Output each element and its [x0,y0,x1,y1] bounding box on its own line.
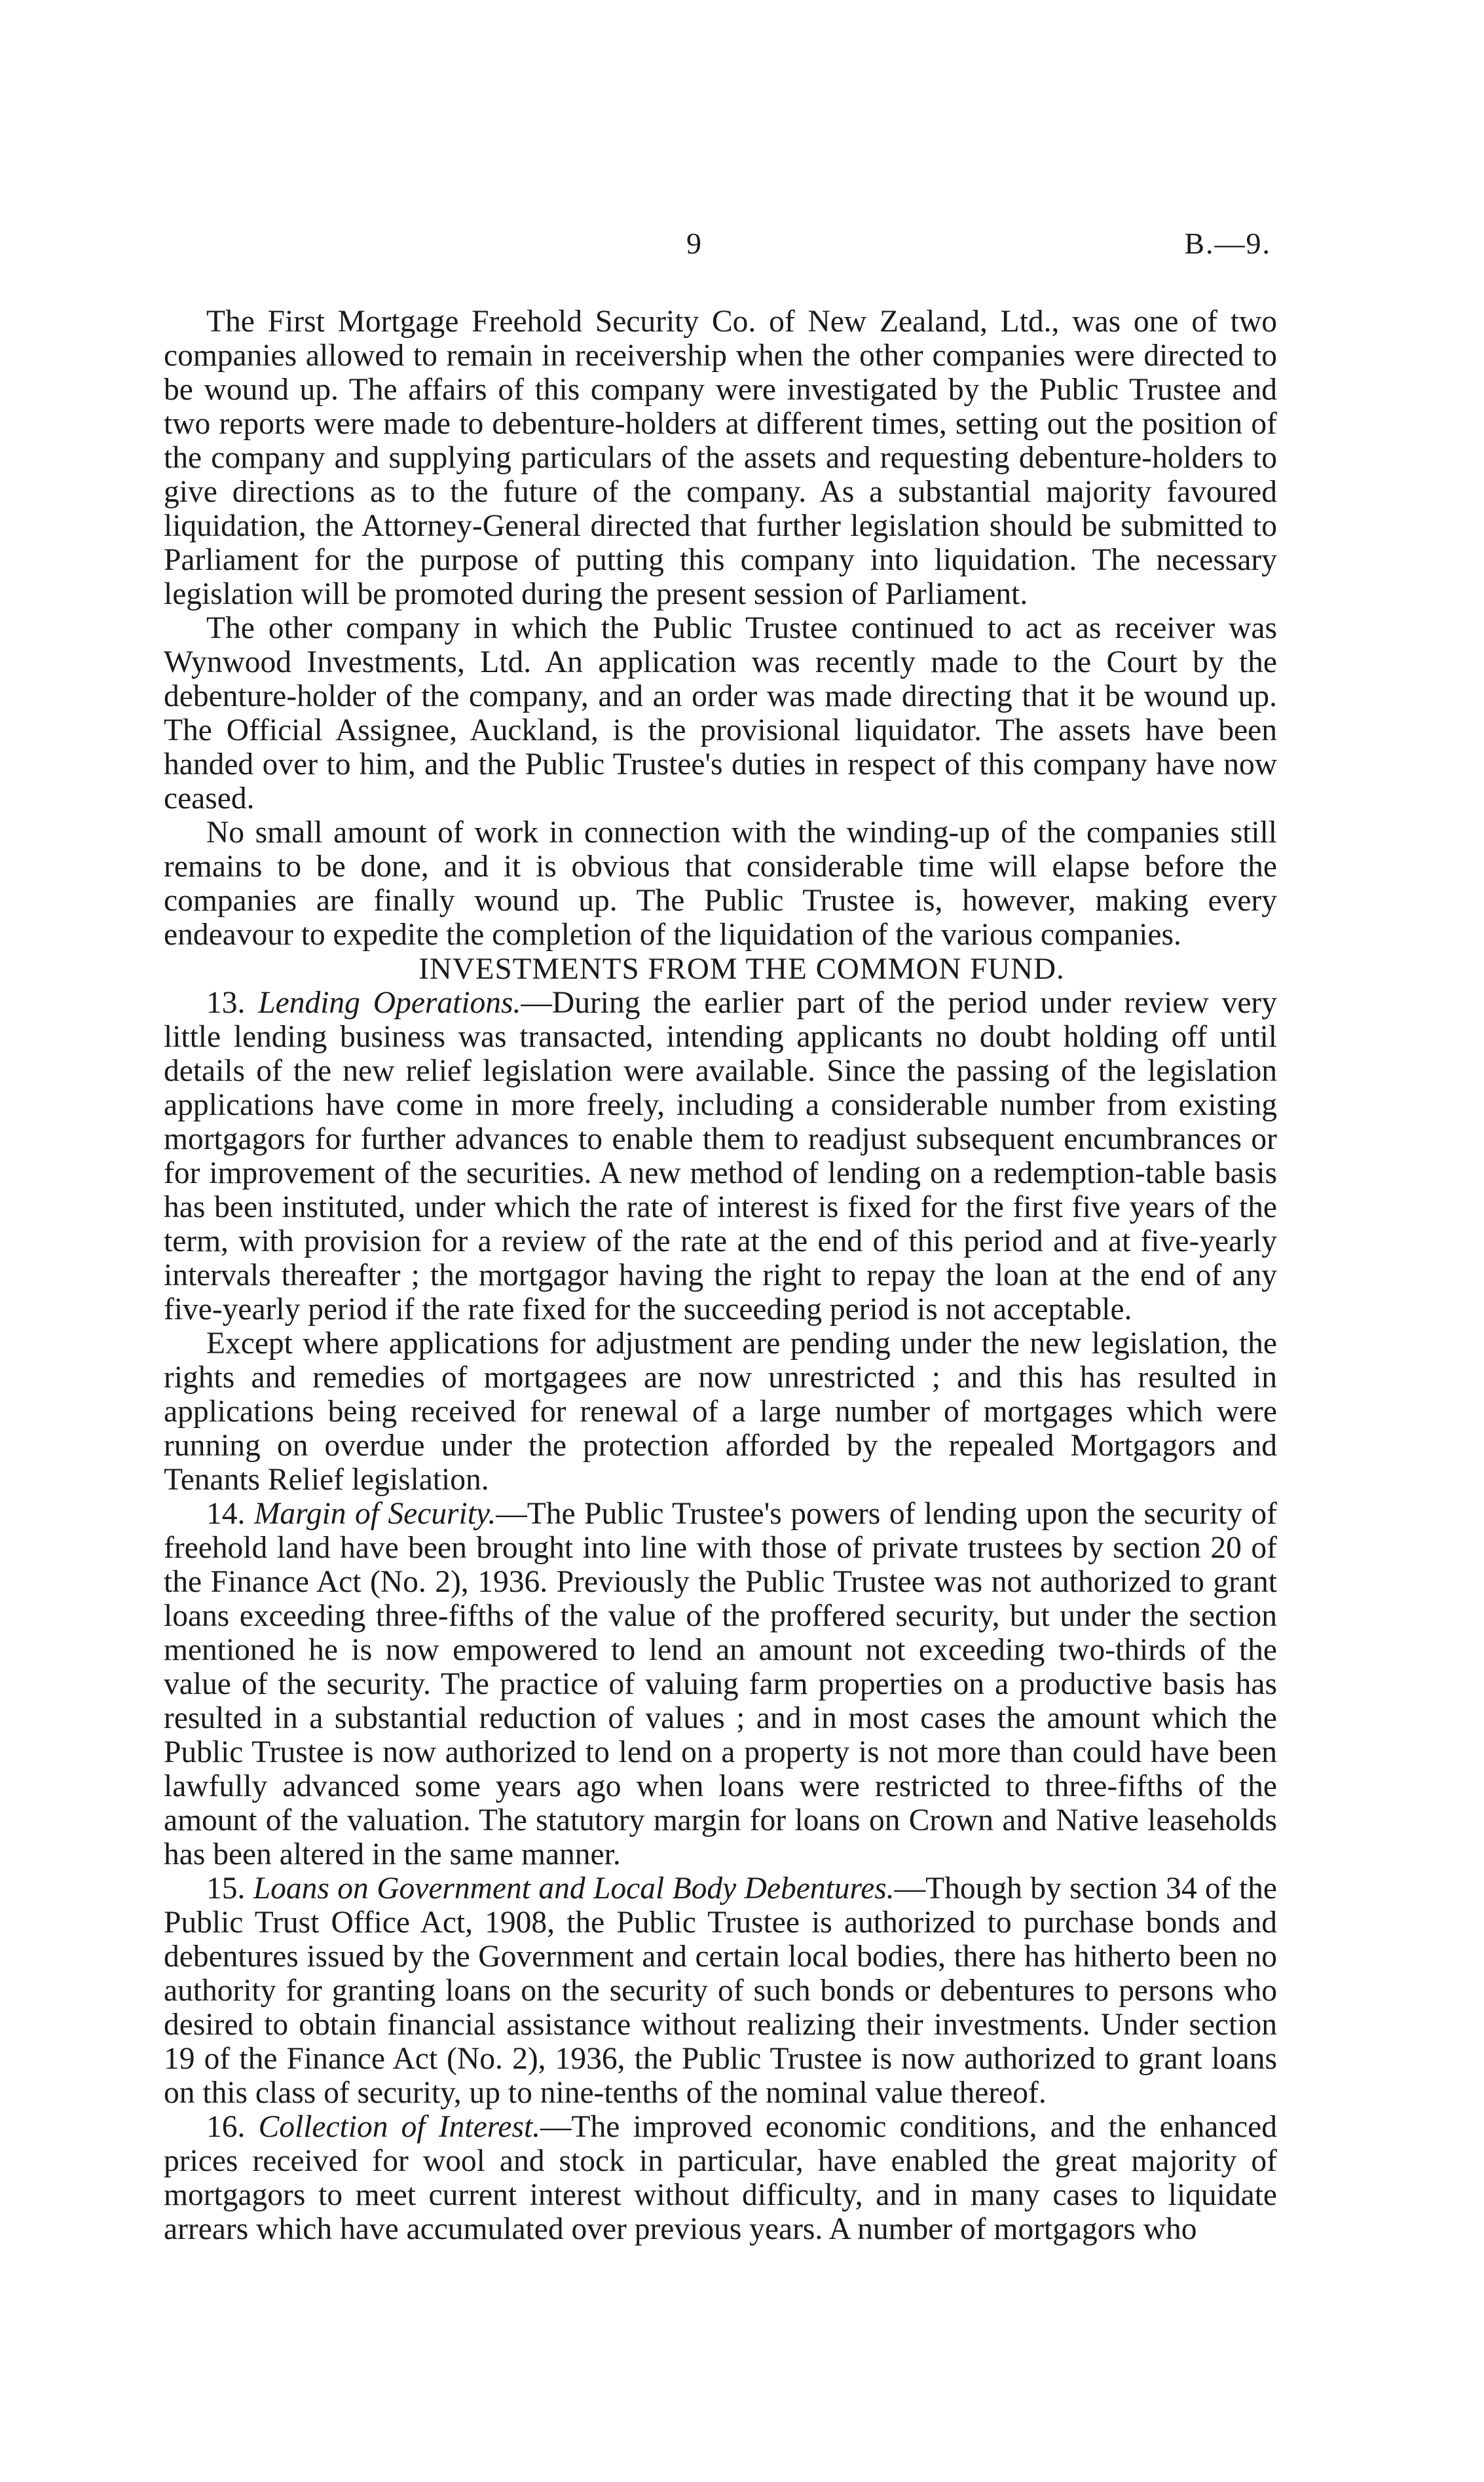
page-number: 9 [686,227,701,260]
paragraph-first-mortgage: The First Mortgage Freehold Security Co. of New Zealand, Ltd., was one of two companies allowed to remain in receivership when the other companies were directed to be wound up. The affairs of this company were investigated by the Public Trustee and two reports were made to debenture-holders at different times, setting out the position of the company and supplying particulars of the assets and requesting debenture-holders to give directions as to the future of the company. As a substantial majority favoured liquidation, the Attorney-General directed that further legislation should be submitted to Parliament for the purpose of putting this company into liquidation. The necessary legislation will be promoted during the present session of Parliament. [164,305,1277,611]
paragraph-loans-debentures [164,1871,1277,2110]
paragraph-text: —The improved economic conditions, and the enhanced prices received for wool and stock in particular, have enabled the great majority of mortgagors to meet current interest without difficulty, and in many cases to liquidate arrears which have accumulated over previous years. A number of mortgagors who [164,2110,1278,2246]
paragraph-text: —The Public Trustee's powers of lending upon the security of freehold land have been brought into line with those of private trustees by section 20 of the Finance Act (No. 2), 1936. Previously the Public Trustee was not authorized to grant loans exceeding three-fifths of the value of the proffered security, but under the section mentioned he is now empowered to lend an amount not exceeding two-thirds of the value of the security. The practice of valuing farm properties on a productive basis has resulted in a substantial reduction of values ; and in most cases the amount which the Public Trustee is now authorized to lend on a property is not more than could have been lawfully advanced some years ago when loans were restricted to three-fifths of the amount of the valuation. The statutory margin for loans on Crown and Native leaseholds has been altered in the same manner. [164,1497,1277,1871]
paragraph-number: 16. [206,2110,259,2144]
paragraph-subhead: Loans on Government and Local Body Debentures. [253,1871,895,1906]
page-header [0,226,1484,272]
paragraph-text: —During the earlier part of the period under review very little lending business was transacted, intending applicants no doubt holding off until details of the new relief legislation were available. Since the passing of the legislation applications have come in more freely, including a considerable number from existing mortgagors for further advances to enable them to readjust subsequent encumbrances or for improvement of the securities. A new method of lending on a redemption-table basis has been instituted, under which the rate of interest is fixed for the first five years of the term, with provision for a review of the rate at the end of this period and at five-yearly intervals thereafter ; the mortgagor having the right to repay the loan at the end of any five-yearly period if the rate fixed for the succeeding period is not acceptable. [164,986,1277,1326]
document-reference: B.—9. [1184,227,1271,260]
paragraph-subhead: Margin of Security. [253,1497,496,1531]
paragraph-wynwood: The other company in which the Public Trustee continued to act as receiver was Wynwood Investments, Ltd. An application was recently made to the Court by the debenture-holder of the company, and an order was made directing that it be wound up. The Official Assignee, Auckland, is the provisional liquidator. The assets have been handed over to him, and the Public Trustee's duties in respect of this company have now ceased. [164,611,1277,816]
paragraph-text: Except where applications for adjustment are pending under the new legislation, the rights and remedies of mortgagees are now unrestricted ; and this has resulted in applications being received for renewal of a large number of mortgages which were running on overdue under the protection afforded by the repealed Mortgagors and Tenants Relief legislation. [164,1326,1277,1497]
paragraph-except-where [164,1326,1277,1497]
paragraph-winding-up: No small amount of work in connection with the winding-up of the companies still remains to be done, and it is obvious that considerable time will elapse before the companies are finally wound up. The Public Trustee is, however, making every endeavour to expedite the completion of the liquidation of the various companies. [164,816,1277,952]
paragraph-lending-operations [164,986,1277,1326]
paragraph-number: 14. [206,1497,254,1531]
paragraph-number: 13. [206,986,259,1020]
document-body [164,305,1277,2246]
section-heading: INVESTMENTS FROM THE COMMON FUND. [418,952,1065,986]
paragraph-collection-of-interest [164,2110,1277,2246]
paragraph-number: 15. [206,1871,253,1906]
paragraph-subhead: Collection of Interest. [258,2110,541,2144]
paragraph-margin-of-security [164,1497,1277,1871]
paragraph-text: —Though by section 34 of the Public Trust Office Act, 1908, the Public Trustee is authorized to purchase bonds and debentures issued by the Government and certain local bodies, there has hitherto been no authority for granting loans on the security of such bonds or debentures to persons who desired to obtain financial assistance without realizing their investments. Under section 19 of the Finance Act (No. 2), 1936, the Public Trustee is now authorized to grant loans on this class of security, up to nine-tenths of the nominal value thereof. [164,1871,1277,2110]
paragraph-subhead: Lending Operations. [258,986,521,1020]
